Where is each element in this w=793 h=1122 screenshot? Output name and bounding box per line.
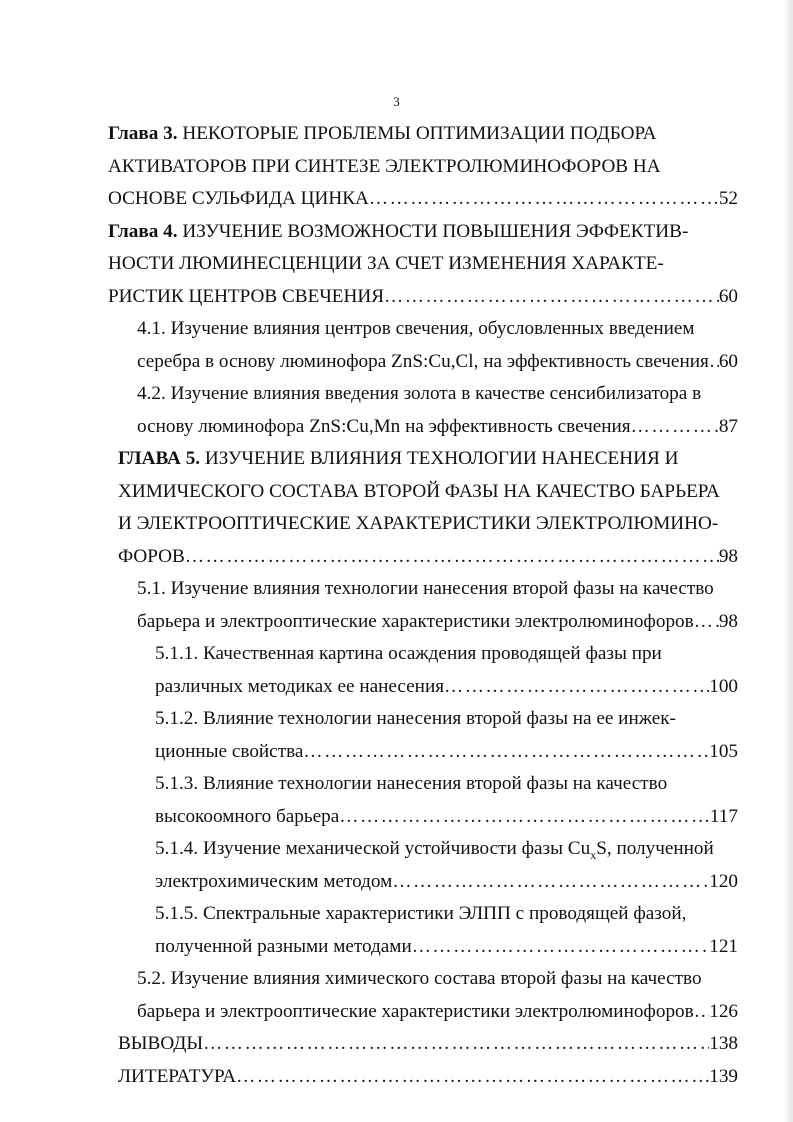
section-title: 5.1. Изучение влияния технологии нанесения второй фазы на качество [137, 578, 714, 599]
toc-entry-chapter-5 [0, 443, 793, 573]
scan-edge-shadow [783, 0, 793, 1122]
toc-line [155, 638, 738, 671]
chapter-title: ОСНОВЕ СУЛЬФИДА ЦИНКА [108, 188, 369, 209]
section-title: 5.1.4. Изучение механической устойчивости фазы Cu [155, 838, 591, 859]
toc-line [118, 476, 738, 509]
toc-line [108, 118, 738, 151]
toc-line [155, 671, 738, 704]
toc-entry-section-5-1-3 [0, 768, 793, 833]
section-title: ционные свойства [155, 740, 304, 762]
dot-leader [303, 736, 709, 769]
toc-line [118, 541, 738, 574]
page-ref: 121 [709, 935, 738, 957]
toc-line [118, 508, 738, 541]
chapter-title: РИСТИК ЦЕНТРОВ СВЕЧЕНИЯ [108, 285, 385, 307]
page-number: 3 [393, 94, 400, 109]
page-ref: 52 [718, 188, 738, 209]
page-ref: 117 [709, 805, 738, 827]
chapter-label: Глава 3. [108, 123, 178, 144]
dot-leader [339, 801, 710, 834]
section-title: барьера и электрооптические характеристики электролюминофоров [137, 1000, 694, 1022]
toc-entry-section-5-1-1 [0, 638, 793, 703]
toc-line [108, 248, 738, 281]
chapter-label: Глава 4. [108, 220, 178, 242]
toc-line [108, 216, 738, 249]
toc-entry-section-5-2 [0, 963, 793, 1028]
section-title: S, полученной [596, 838, 714, 859]
dot-leader [384, 281, 719, 314]
dot-leader [369, 183, 719, 216]
toc-line [155, 736, 738, 769]
page-ref: 98 [718, 610, 738, 632]
section-title: 5.2. Изучение влияния химического состава второй фазы на качество [137, 968, 702, 989]
toc-line [118, 443, 738, 476]
toc-entry-section-5-1-4 [0, 833, 793, 898]
page-ref: 60 [718, 285, 738, 307]
page-ref: 139 [709, 1065, 738, 1087]
table-of-contents [0, 118, 793, 1093]
section-title: полученной разными методами [155, 935, 412, 957]
toc-line [118, 1028, 738, 1061]
toc-line [137, 346, 738, 379]
toc-line [108, 151, 738, 184]
toc-line [137, 573, 738, 606]
toc-line [155, 931, 738, 964]
dot-leader [694, 996, 710, 1029]
chapter-title: АКТИВАТОРОВ ПРИ СИНТЕЗЕ ЭЛЕКТРОЛЮМИНОФОРОВ НА [108, 155, 661, 177]
chapter-label: ГЛАВА 5. [118, 448, 201, 469]
page-ref: 98 [718, 545, 738, 567]
toc-entry-section-5-1 [0, 573, 793, 638]
dot-leader [412, 931, 710, 964]
page-ref: 87 [718, 415, 738, 437]
toc-line [108, 281, 738, 314]
section-title: серебра в основу люминофора ZnS:Cu,Cl, на эффективность свечения [137, 350, 709, 372]
section-title: 5.1.1. Качественная картина осаждения проводящей фазы при [155, 643, 662, 664]
section-title: различных методиках ее нанесения [155, 675, 445, 697]
chapter-title: НОСТИ ЛЮМИНЕСЦЕНЦИИ ЗА СЧЕТ ИЗМЕНЕНИЯ ХАРАКТЕ- [108, 253, 664, 274]
toc-entry-section-5-1-5 [0, 898, 793, 963]
section-title: барьера и электрооптические характеристики электролюминофоров [137, 610, 694, 632]
toc-line [137, 963, 738, 996]
dot-leader [631, 411, 719, 444]
toc-entry-chapter-4 [0, 216, 793, 314]
dot-leader [694, 606, 719, 639]
section-title: высокоомного барьера [155, 805, 340, 827]
toc-line [155, 703, 738, 736]
toc-entry-section-4-2 [0, 378, 793, 443]
toc-line [137, 411, 738, 444]
toc-entry-literature [0, 1061, 793, 1094]
section-title: электрохимическим методом [155, 870, 393, 892]
chapter-title: ХИМИЧЕСКОГО СОСТАВА ВТОРОЙ ФАЗЫ НА КАЧЕСТВО БАРЬЕРА [118, 480, 720, 502]
page-ref: 100 [709, 675, 738, 697]
chapter-title: ИЗУЧЕНИЕ ВОЗМОЖНОСТИ ПОВЫШЕНИЯ ЭФФЕКТИВ- [177, 220, 689, 242]
section-title: 5.1.5. Спектральные характеристики ЭЛПП с проводящей фазой, [155, 903, 687, 924]
toc-line [118, 1061, 738, 1094]
section-title: 5.1.2. Влияние технологии нанесения второй фазы на ее инжек- [155, 708, 676, 729]
section-title: ЛИТЕРАТУРА [118, 1065, 237, 1087]
toc-line [137, 996, 738, 1029]
toc-entry-conclusions [0, 1028, 793, 1061]
toc-line [108, 183, 738, 216]
page-ref: 138 [709, 1033, 738, 1054]
section-title: 5.1.3. Влияние технологии нанесения второй фазы на качество [155, 773, 668, 794]
dot-leader [392, 866, 709, 899]
dot-leader [203, 1028, 709, 1061]
chapter-title: НЕКОТОРЫЕ ПРОБЛЕМЫ ОПТИМИЗАЦИИ ПОДБОРА [177, 123, 657, 144]
toc-line [155, 866, 738, 899]
toc-line [155, 898, 738, 931]
toc-line [155, 768, 738, 801]
dot-leader [444, 671, 709, 704]
toc-entry-chapter-3 [0, 118, 793, 216]
section-title: 4.1. Изучение влияния центров свечения, обусловленных введением [137, 318, 695, 339]
chapter-title: ФОРОВ [118, 545, 185, 567]
page-ref: 126 [709, 1000, 738, 1022]
chapter-title: И ЭЛЕКТРООПТИЧЕСКИЕ ХАРАКТЕРИСТИКИ ЭЛЕКТРОЛЮМИНО- [118, 513, 719, 534]
page-ref: 105 [709, 740, 738, 762]
section-title: 4.2. Изучение влияния введения золота в качестве сенсибилизатора в [137, 383, 702, 404]
toc-line [137, 313, 738, 346]
dot-leader [709, 346, 719, 379]
toc-line [137, 606, 738, 639]
toc-entry-section-5-1-2 [0, 703, 793, 768]
dot-leader [185, 541, 719, 574]
toc-line [137, 378, 738, 411]
subscript: x [590, 847, 597, 862]
page-ref: 60 [718, 350, 738, 372]
toc-line [155, 801, 738, 834]
section-title: основу люминофора ZnS:Cu,Mn на эффективность свечения [137, 415, 631, 437]
page-ref: 120 [709, 870, 738, 892]
dot-leader [236, 1061, 709, 1094]
toc-entry-section-4-1 [0, 313, 793, 378]
section-title: ВЫВОДЫ [118, 1033, 204, 1054]
chapter-title: ИЗУЧЕНИЕ ВЛИЯНИЯ ТЕХНОЛОГИИ НАНЕСЕНИЯ И [200, 448, 679, 469]
toc-line [155, 833, 738, 866]
